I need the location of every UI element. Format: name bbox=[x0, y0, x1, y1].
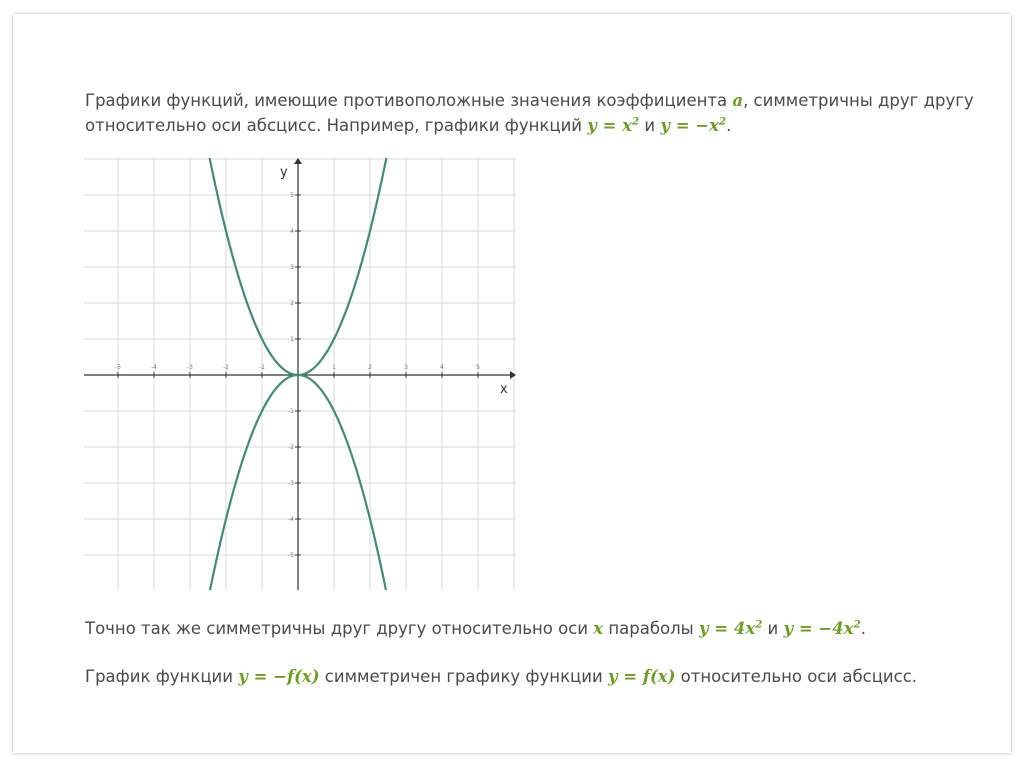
p1-text-end: , симметричны друг другу bbox=[743, 91, 974, 110]
formula-base: y = −x bbox=[660, 116, 719, 135]
x-tick-label: 5 bbox=[476, 364, 480, 371]
x-tick-label: 1 bbox=[332, 364, 336, 371]
p2-text-mid: параболы bbox=[603, 619, 699, 638]
second-paragraph bbox=[85, 616, 866, 641]
y-tick-label: 4 bbox=[290, 228, 294, 235]
p3-text-end: относительно оси абсцисс. bbox=[675, 667, 918, 686]
y-axis-label: y bbox=[280, 165, 288, 180]
formula-base: y = 4x bbox=[698, 619, 756, 638]
parabola-chart bbox=[84, 158, 516, 590]
y-tick-label: -2 bbox=[288, 444, 294, 451]
y-tick-label: 2 bbox=[290, 300, 294, 307]
formula-exponent: 2 bbox=[755, 618, 763, 631]
formula-base: y = x bbox=[587, 116, 633, 135]
y-tick-label: 5 bbox=[290, 192, 294, 199]
coefficient-a: a bbox=[732, 91, 744, 110]
intro-paragraph bbox=[85, 88, 974, 138]
third-paragraph bbox=[85, 664, 917, 689]
formula-exponent: 2 bbox=[632, 115, 640, 128]
y-tick-label: -5 bbox=[288, 552, 294, 559]
x-tick-label: -4 bbox=[151, 364, 157, 371]
formula-base: y = −4x bbox=[783, 619, 854, 638]
axis-x-symbol: x bbox=[593, 619, 604, 638]
formula-f-x: y = f(x) bbox=[607, 667, 676, 686]
p2-dot: . bbox=[860, 619, 866, 638]
x-tick-label: -1 bbox=[259, 364, 265, 371]
formula-neg-x-squared bbox=[660, 116, 726, 135]
x-axis-arrow bbox=[510, 371, 516, 379]
p1-line2-text: относительно оси абсцисс. Например, графики функций bbox=[85, 116, 588, 135]
y-tick-label: -4 bbox=[288, 516, 294, 523]
p2-and: и bbox=[762, 619, 784, 638]
y-tick-label: 3 bbox=[290, 264, 294, 271]
x-tick-label: -2 bbox=[223, 364, 229, 371]
formula-4x-squared bbox=[699, 619, 762, 638]
x-tick-label: -5 bbox=[115, 364, 121, 371]
x-tick-label: 4 bbox=[440, 364, 444, 371]
formula-x-squared bbox=[587, 116, 639, 135]
p1-text-start: Графики функций, имеющие противоположные значения коэффициента bbox=[85, 91, 733, 110]
y-tick-label: -3 bbox=[288, 480, 294, 487]
formula-neg-4x-squared bbox=[784, 619, 861, 638]
x-tick-label: -3 bbox=[187, 364, 193, 371]
formula-exponent: 2 bbox=[853, 618, 861, 631]
y-tick-label: -1 bbox=[288, 408, 294, 415]
formula-exponent: 2 bbox=[718, 115, 727, 128]
p3-text-start: График функции bbox=[85, 667, 239, 686]
formula-neg-f-x: y = −f(x) bbox=[238, 667, 320, 686]
x-tick-label: 2 bbox=[368, 364, 372, 371]
p2-text-start: Точно так же симметричны друг другу относительно оси bbox=[85, 619, 594, 638]
p3-text-mid: симметричен графику функции bbox=[319, 667, 608, 686]
y-tick-label: 1 bbox=[290, 336, 294, 343]
x-tick-label: 3 bbox=[404, 364, 408, 371]
p1-and: и bbox=[639, 116, 661, 135]
p1-dot: . bbox=[726, 116, 732, 135]
x-axis-label: x bbox=[500, 382, 508, 397]
